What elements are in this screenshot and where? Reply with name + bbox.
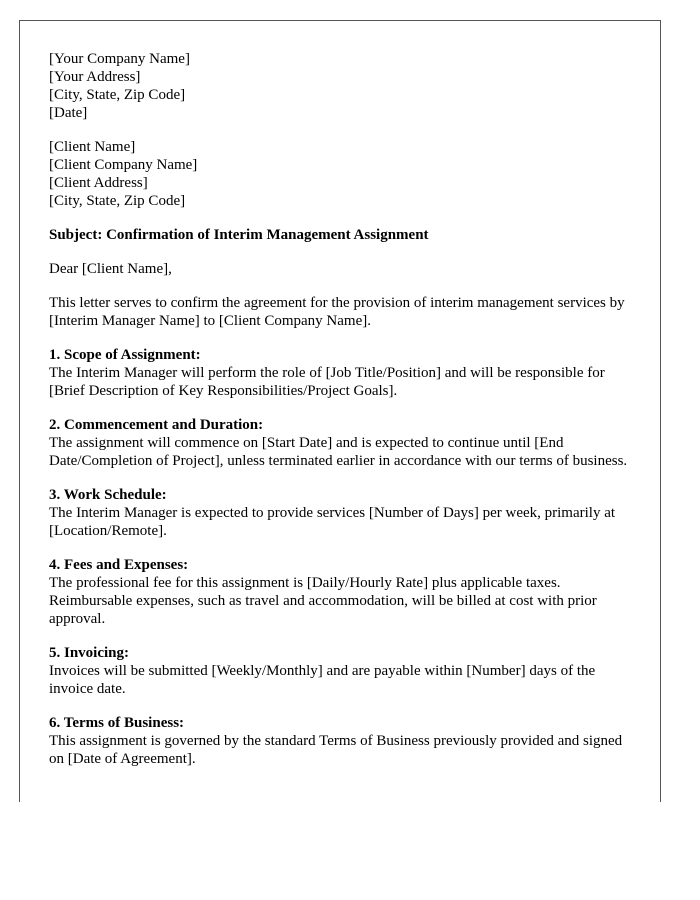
section-heading: 3. Work Schedule: — [49, 487, 167, 503]
section-heading: 6. Terms of Business: — [49, 715, 185, 731]
letter-page — [19, 20, 661, 802]
spacer — [49, 540, 639, 556]
sender-company: [Your Company Name] — [49, 51, 190, 67]
spacer — [49, 210, 639, 226]
section-body: The professional fee for this assignment is [Daily/Hourly Rate] plus applicable taxes. Reimbursable expenses, such as travel and accommodation, will be billed at cost with prior approval. — [49, 575, 597, 627]
letter-date: [Date] — [49, 105, 88, 121]
spacer — [49, 470, 639, 486]
spacer — [49, 698, 639, 714]
sender-address-block — [49, 50, 639, 122]
spacer — [49, 330, 639, 346]
spacer — [49, 400, 639, 416]
section-invoicing — [49, 644, 639, 698]
intro-paragraph: This letter serves to confirm the agreement for the provision of interim management services by [Interim Manager Name] to [Client Company Name]. — [49, 295, 625, 329]
recipient-address: [Client Address] — [49, 175, 148, 191]
letter-subject: Subject: Confirmation of Interim Management Assignment — [49, 227, 429, 243]
spacer — [49, 244, 639, 260]
sender-city-state-zip: [City, State, Zip Code] — [49, 87, 186, 103]
spacer — [49, 122, 639, 138]
section-heading: 1. Scope of Assignment: — [49, 347, 201, 363]
section-commencement — [49, 416, 639, 470]
sender-address: [Your Address] — [49, 69, 141, 85]
section-body: The Interim Manager will perform the role of [Job Title/Position] and will be responsible for [Brief Description of Key Responsibilities/Project Goals]. — [49, 365, 605, 399]
section-body: Invoices will be submitted [Weekly/Monthly] and are payable within [Number] days of the invoice date. — [49, 663, 596, 697]
spacer — [49, 628, 639, 644]
section-fees — [49, 556, 639, 628]
recipient-company: [Client Company Name] — [49, 157, 198, 173]
salutation: Dear [Client Name], — [49, 261, 172, 277]
section-body: The assignment will commence on [Start Date] and is expected to continue until [End Date/Completion of Project], unless terminated earlier in accordance with our terms of business. — [49, 435, 628, 469]
section-body: The Interim Manager is expected to provide services [Number of Days] per week, primarily at [Location/Remote]. — [49, 505, 616, 539]
section-heading: 2. Commencement and Duration: — [49, 417, 264, 433]
section-scope — [49, 346, 639, 400]
recipient-address-block — [49, 138, 639, 210]
letter-content — [49, 50, 639, 768]
spacer — [49, 278, 639, 294]
section-body: This assignment is governed by the standard Terms of Business previously provided and signed on [Date of Agreement]. — [49, 733, 623, 767]
recipient-city-state-zip: [City, State, Zip Code] — [49, 193, 186, 209]
section-heading: 4. Fees and Expenses: — [49, 557, 189, 573]
recipient-name: [Client Name] — [49, 139, 136, 155]
section-terms — [49, 714, 639, 768]
section-work-schedule — [49, 486, 639, 540]
section-heading: 5. Invoicing: — [49, 645, 130, 661]
